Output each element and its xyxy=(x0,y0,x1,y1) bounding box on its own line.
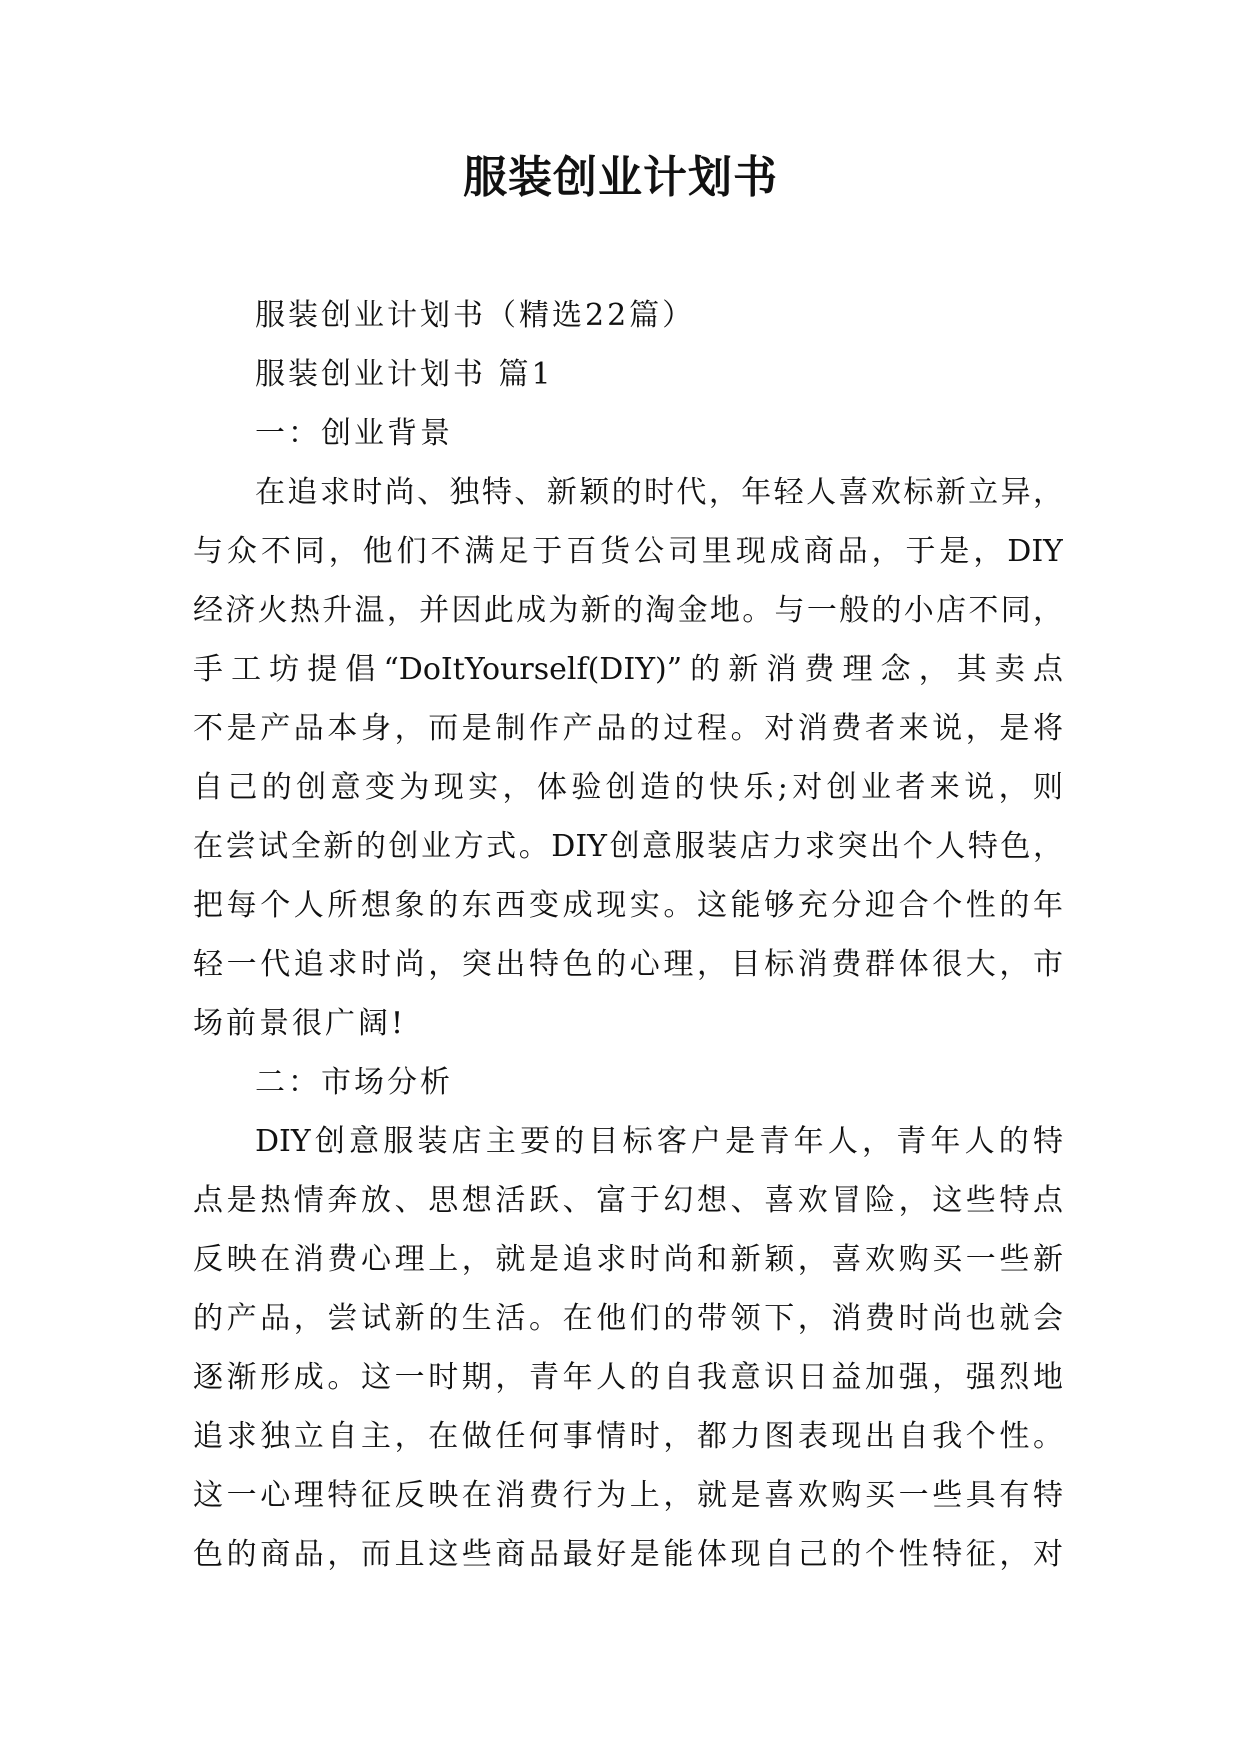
text-line: 服装创业计划书（精选22篇） xyxy=(255,298,696,333)
text-line: 场前景很广阔! xyxy=(193,1006,407,1041)
text-line: 的产品，尝试新的生活。在他们的带领下，消费时尚也就会 xyxy=(193,1301,1063,1336)
text-line: 经济火热升温，并因此成为新的淘金地。与一般的小店不同， xyxy=(193,593,1063,628)
text-line: 手工坊提倡“DoItYourself(DIY)”的新消费理念，其卖点 xyxy=(193,652,1063,687)
text-line: 反映在消费心理上，就是追求时尚和新颖，喜欢购买一些新 xyxy=(193,1242,1063,1277)
text-line: 把每个人所想象的东西变成现实。这能够充分迎合个性的年 xyxy=(193,888,1063,923)
text-line: 一：创业背景 xyxy=(255,416,453,451)
text-line: 二：市场分析 xyxy=(255,1065,453,1100)
text-line: 在追求时尚、独特、新颖的时代，年轻人喜欢标新立异， xyxy=(255,475,1063,510)
text-line: 逐渐形成。这一时期，青年人的自我意识日益加强，强烈地 xyxy=(193,1360,1063,1395)
text-line: 这一心理特征反映在消费行为上，就是喜欢购买一些具有特 xyxy=(193,1478,1063,1513)
text-line: 点是热情奔放、思想活跃、富于幻想、喜欢冒险，这些特点 xyxy=(193,1183,1063,1218)
document-body xyxy=(193,286,1063,1584)
text-line: DIY创意服装店主要的目标客户是青年人，青年人的特 xyxy=(255,1124,1063,1159)
text-line: 不是产品本身，而是制作产品的过程。对消费者来说，是将 xyxy=(193,711,1063,746)
text-line: 追求独立自主，在做任何事情时，都力图表现出自我个性。 xyxy=(193,1419,1063,1454)
text-line: 服装创业计划书 篇1 xyxy=(255,357,554,392)
text-line: 在尝试全新的创业方式。DIY创意服装店力求突出个人特色， xyxy=(193,829,1063,864)
text-line: 与众不同，他们不满足于百货公司里现成商品，于是，DIY xyxy=(193,534,1063,569)
text-line: 轻一代追求时尚，突出特色的心理，目标消费群体很大，市 xyxy=(193,947,1063,982)
text-line: 自己的创意变为现实，体验创造的快乐;对创业者来说，则 xyxy=(193,770,1063,805)
document-title: 服装创业计划书 xyxy=(463,152,778,203)
text-line: 色的商品，而且这些商品最好是能体现自己的个性特征，对 xyxy=(193,1537,1063,1572)
